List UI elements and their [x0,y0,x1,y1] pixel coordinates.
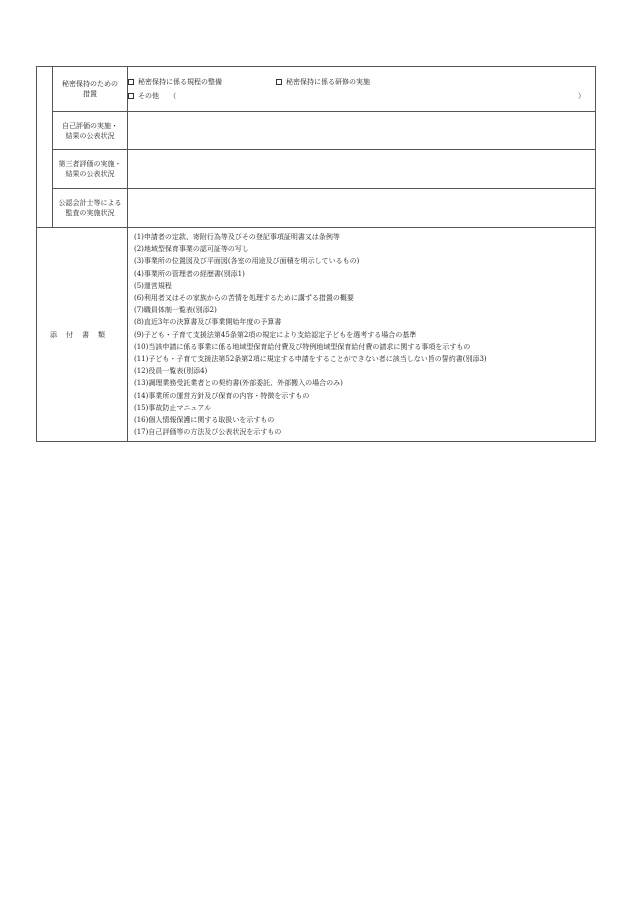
option-training[interactable] [276,75,370,89]
audit-label-line2: 監査の実施状況 [65,209,115,217]
third-eval-row [37,150,596,189]
attachment-item: (17)自己評価等の方法及び公表状況を示すもの [134,428,282,437]
self-eval-label-line2: 結果の公表状況 [65,131,115,140]
checkbox-training[interactable] [276,79,282,85]
other-paren-close: ） [578,92,585,100]
attachment-item: (4)事業所の管理者の経歴書(別添1) [134,269,245,278]
attachment-item: (9)子ども・子育て支援法第45条第2項の規定により支給認定子どもを選考する場合の基準 [134,330,417,339]
attachment-item: (12)役員一覧表(別添4) [134,367,208,376]
third-eval-label-line2: 結果の公表状況 [65,170,115,178]
self-eval-value[interactable] [128,112,596,150]
third-eval-label [53,150,128,189]
attachment-item: (13)調理業務受託業者との契約書(外部委託、外部搬入の場合のみ) [134,379,343,388]
attachment-item: (1)申請者の定款、寄附行為等及びその登記事項証明書又は条例等 [134,233,340,241]
attachment-item: (16)個人情報保護に関する取扱いを示すもの [134,416,275,425]
attachments-label: 添付書類 [37,228,128,442]
other-paren-open: （ [169,92,177,100]
attachment-item: (8)直近3年の決算書及び事業開始年度の予算書 [134,318,282,327]
left-margin-cell [37,67,53,228]
secrecy-options-line2 [128,89,595,103]
secrecy-label [53,67,128,112]
attachment-item: (15)事故防止マニュアル [134,403,212,412]
third-eval-value[interactable] [128,150,596,189]
attachment-item: (2)地域型保育事業の認可証等の写し [134,245,249,254]
option-other-label: その他 [138,92,159,100]
secrecy-label-line2: 措置 [83,90,97,98]
audit-label [53,189,128,228]
third-eval-label-line1: 第三者評価の実施・ [58,160,122,168]
attachment-item: (7)職員体制一覧表(別添2) [134,306,217,315]
attachment-item: (6)利用者又はその家族からの苦情を処理するために講ずる措置の概要 [134,294,354,303]
attachment-item: (14)事業所の運営方針及び保育の内容・特徴を示すもの [134,391,310,400]
application-form-table [36,66,596,442]
secrecy-options [128,67,596,112]
checkbox-regulation[interactable] [128,79,134,85]
audit-row [37,189,596,228]
audit-value[interactable] [128,189,596,228]
attachments-row [37,228,596,442]
option-training-label: 秘密保持に係る研修の実施 [286,78,370,86]
option-other[interactable] [128,89,159,103]
secrecy-label-line1: 秘密保持のための [62,80,118,88]
self-eval-label-line1: 自己評価の実施・ [62,121,118,130]
attachment-item: (3)事業所の位置図及び平面図(各室の用途及び面積を明示しているもの) [134,257,360,266]
audit-label-line1: 公認会計士等による [58,199,122,207]
attachments-list [128,228,595,441]
secrecy-row [37,67,596,112]
attachment-item: (11)子ども・子育て支援法第52条第2項に規定する申請をすることができない者に該当しない旨の誓約書(別添3) [134,355,487,364]
attachment-item: (5)運営規程 [134,281,172,290]
option-regulation-label: 秘密保持に係る規程の整備 [138,78,222,86]
self-eval-row [37,112,596,150]
option-regulation[interactable] [128,75,222,89]
checkbox-other[interactable] [128,93,134,99]
secrecy-options-line1 [128,75,595,89]
attachment-item: (10)当該申請に係る事業に係る地域型保育給付費及び特例地域型保育給付費の請求に関する事項を示すもの [134,342,471,351]
attachments-list-cell [128,228,596,442]
self-eval-label [53,112,128,150]
